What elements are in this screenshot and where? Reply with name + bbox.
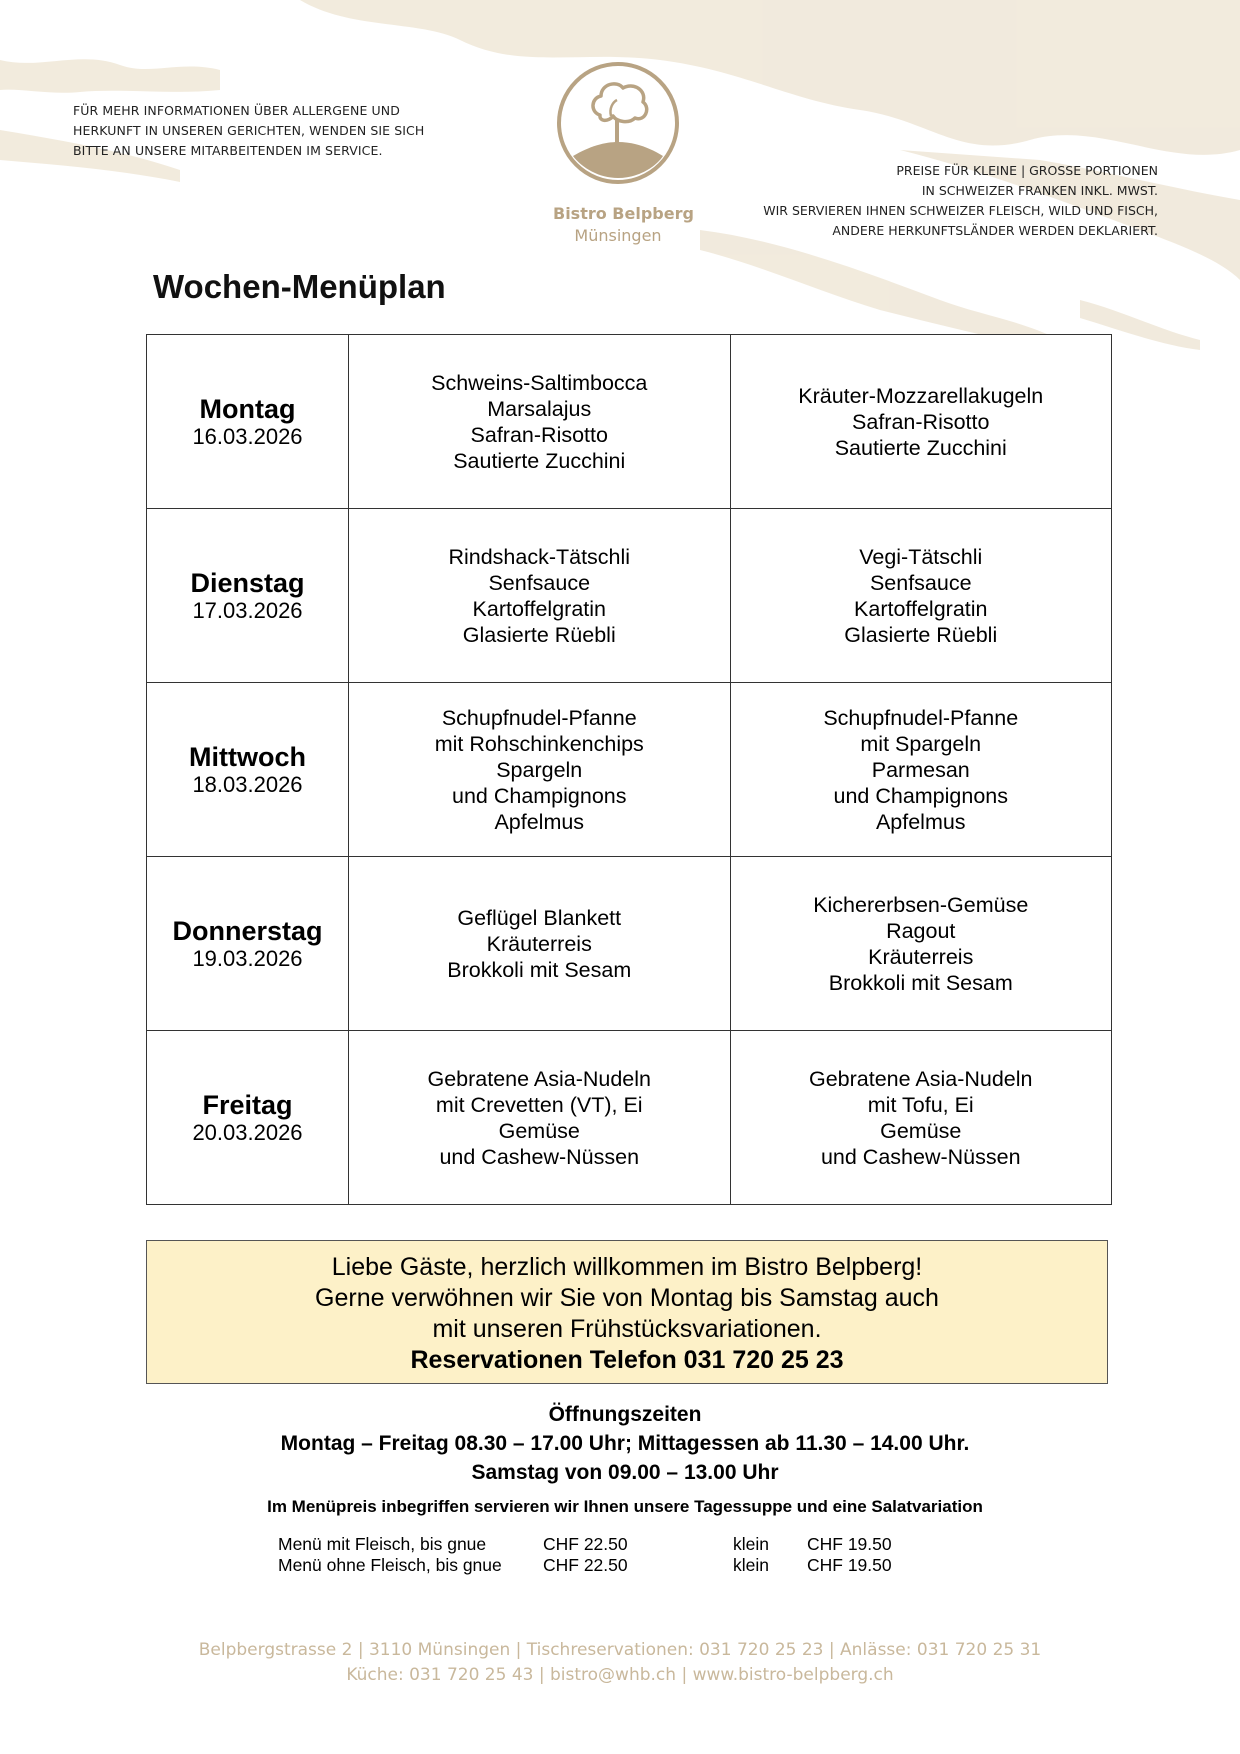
price-info-note bbox=[638, 161, 1158, 241]
price-value: CHF 22.50 bbox=[543, 1555, 628, 1575]
dish-line: Marsalajus bbox=[487, 396, 592, 421]
dish-line: Kräuterreis bbox=[868, 944, 974, 969]
dish-line: Ragout bbox=[886, 918, 956, 943]
dish-line: Gebratene Asia-Nudeln bbox=[808, 1066, 1033, 1091]
dish-line: Kartoffelgratin bbox=[472, 596, 606, 621]
meat-dish-cell bbox=[349, 857, 731, 1031]
veg-dish-cell bbox=[730, 683, 1112, 857]
dish-line: Kartoffelgratin bbox=[854, 596, 988, 621]
opening-hours bbox=[0, 1400, 1240, 1487]
welcome-box bbox=[146, 1240, 1108, 1384]
dish-line: Parmesan bbox=[871, 757, 970, 782]
dish-line: Brokkoli mit Sesam bbox=[447, 957, 632, 982]
price-note-line: IN SCHWEIZER FRANKEN INKL. MWST. bbox=[921, 183, 1158, 198]
meat-dish-cell bbox=[349, 335, 731, 509]
price-note-line: WIR SERVIEREN IHNEN SCHWEIZER FLEISCH, WILD UND FISCH, bbox=[763, 203, 1158, 218]
dish-line: Sautierte Zucchini bbox=[834, 435, 1007, 460]
menu-row-dienstag bbox=[147, 509, 1112, 683]
menu-row-mittwoch bbox=[147, 683, 1112, 857]
welcome-line: Gerne verwöhnen wir Sie von Montag bis Samstag auch bbox=[315, 1284, 939, 1312]
dish-line: Senfsauce bbox=[488, 570, 591, 595]
dish-line: Schupfnudel-Pfanne bbox=[441, 705, 637, 730]
dish-line: Kichererbsen-Gemüse bbox=[813, 892, 1029, 917]
dish-line: Geflügel Blankett bbox=[457, 905, 622, 930]
dish-line: Glasierte Rüebli bbox=[844, 622, 998, 647]
dish-line: Glasierte Rüebli bbox=[462, 622, 616, 647]
dish-line: Apfelmus bbox=[875, 809, 966, 834]
dish-line: Safran-Risotto bbox=[470, 422, 608, 447]
price-label: Menü ohne Fleisch, bis gnue bbox=[278, 1555, 502, 1575]
welcome-line: Liebe Gäste, herzlich willkommen im Bistro Belpberg! bbox=[331, 1253, 923, 1281]
small-price-value: CHF 19.50 bbox=[807, 1534, 892, 1554]
menu-row-montag bbox=[147, 335, 1112, 509]
reservation-phone: Reservationen Telefon 031 720 25 23 bbox=[410, 1346, 844, 1374]
meat-dish-cell bbox=[349, 683, 731, 857]
footer-address-line: Belpbergstrasse 2 | 3110 Münsingen | Tischreservationen: 031 720 25 23 | Anlässe: 031 720 25 31 bbox=[198, 1640, 1042, 1660]
dish-line: mit Spargeln bbox=[860, 731, 982, 756]
dish-line: Apfelmus bbox=[494, 809, 585, 834]
dish-line: Gemüse bbox=[880, 1118, 962, 1143]
dish-line: Schweins-Saltimbocca bbox=[431, 370, 648, 395]
meat-dish-cell bbox=[349, 509, 731, 683]
dish-line: Schupfnudel-Pfanne bbox=[823, 705, 1019, 730]
dish-line: Gemüse bbox=[498, 1118, 580, 1143]
day-cell bbox=[147, 335, 349, 509]
dish-line: Kräuter-Mozzarellakugeln bbox=[798, 383, 1044, 408]
menu-row-donnerstag bbox=[147, 857, 1112, 1031]
day-date: 20.03.2026 bbox=[192, 1119, 303, 1145]
dish-line: Rindshack-Tätschli bbox=[448, 544, 631, 569]
logo-city: Münsingen bbox=[574, 226, 662, 245]
allergen-note-line: FÜR MEHR INFORMATIONEN ÜBER ALLERGENE UND bbox=[73, 103, 400, 118]
day-date: 19.03.2026 bbox=[192, 945, 303, 971]
dish-line: und Champignons bbox=[833, 783, 1008, 808]
menu-row-freitag bbox=[147, 1031, 1112, 1205]
dish-line: Gebratene Asia-Nudeln bbox=[427, 1066, 651, 1091]
portion-size: klein bbox=[733, 1555, 769, 1575]
day-date: 17.03.2026 bbox=[192, 597, 303, 623]
day-name: Donnerstag bbox=[172, 915, 323, 946]
dish-line: Kräuterreis bbox=[486, 931, 592, 956]
price-note-line: PREISE FÜR KLEINE | GROSSE PORTIONEN bbox=[896, 163, 1158, 178]
dish-line: Senfsauce bbox=[869, 570, 972, 595]
price-value: CHF 22.50 bbox=[543, 1534, 628, 1554]
small-price-value: CHF 19.50 bbox=[807, 1555, 892, 1575]
allergen-note-line: HERKUNFT IN UNSEREN GERICHTEN, WENDEN SIE SICH bbox=[73, 123, 425, 138]
veg-dish-cell bbox=[730, 1031, 1112, 1205]
day-cell bbox=[147, 509, 349, 683]
dish-line: und Champignons bbox=[451, 783, 627, 808]
allergen-note-line: BITTE AN UNSERE MITARBEITENDEN IM SERVICE. bbox=[73, 143, 383, 158]
day-cell bbox=[147, 1031, 349, 1205]
veg-dish-cell bbox=[730, 335, 1112, 509]
veg-dish-cell bbox=[730, 857, 1112, 1031]
day-cell bbox=[147, 683, 349, 857]
day-name: Montag bbox=[199, 393, 296, 424]
dish-line: Brokkoli mit Sesam bbox=[828, 970, 1013, 995]
veg-dish-cell bbox=[730, 509, 1112, 683]
dish-line: Safran-Risotto bbox=[852, 409, 990, 434]
opening-hours-title: Öffnungszeiten bbox=[548, 1403, 702, 1426]
price-label: Menü mit Fleisch, bis gnue bbox=[278, 1534, 487, 1554]
footer-contact-line: Küche: 031 720 25 43 | bistro@whb.ch | www.bistro-belpberg.ch bbox=[346, 1665, 894, 1685]
day-name: Freitag bbox=[202, 1089, 293, 1120]
included-soup-salad-note: Im Menüpreis inbegriffen servieren wir Ihnen unsere Tagessuppe und eine Salatvariation bbox=[267, 1497, 983, 1516]
price-table bbox=[278, 1534, 892, 1576]
footer-contact bbox=[0, 1638, 1240, 1688]
price-note-line: ANDERE HERKUNFTSLÄNDER WERDEN DEKLARIERT. bbox=[832, 223, 1158, 238]
dish-line: mit Rohschinkenchips bbox=[434, 731, 644, 756]
dish-line: Vegi-Tätschli bbox=[859, 544, 983, 569]
day-date: 18.03.2026 bbox=[192, 771, 303, 797]
dish-line: und Cashew-Nüssen bbox=[439, 1144, 640, 1169]
price-row bbox=[278, 1555, 892, 1576]
dish-line: mit Crevetten (VT), Ei bbox=[435, 1092, 643, 1117]
dish-line: Spargeln bbox=[496, 757, 583, 782]
price-row bbox=[278, 1534, 892, 1555]
allergen-info-note bbox=[73, 101, 473, 161]
weekday-hours: Montag – Freitag 08.30 – 17.00 Uhr; Mittagessen ab 11.30 – 14.00 Uhr. bbox=[280, 1432, 970, 1455]
dish-line: Sautierte Zucchini bbox=[453, 448, 626, 473]
day-name: Dienstag bbox=[190, 567, 305, 598]
meat-dish-cell bbox=[349, 1031, 731, 1205]
day-name: Mittwoch bbox=[189, 741, 306, 772]
page-title: Wochen-Menüplan bbox=[153, 268, 446, 305]
day-cell bbox=[147, 857, 349, 1031]
dish-line: und Cashew-Nüssen bbox=[820, 1144, 1021, 1169]
saturday-hours: Samstag von 09.00 – 13.00 Uhr bbox=[471, 1461, 779, 1484]
welcome-line: mit unseren Frühstücksvariationen. bbox=[432, 1315, 822, 1343]
logo-name: Bistro Belpberg bbox=[553, 204, 694, 223]
day-date: 16.03.2026 bbox=[192, 423, 303, 449]
dish-line: mit Tofu, Ei bbox=[867, 1092, 974, 1117]
portion-size: klein bbox=[733, 1534, 769, 1554]
weekly-menu-table bbox=[146, 334, 1112, 1205]
